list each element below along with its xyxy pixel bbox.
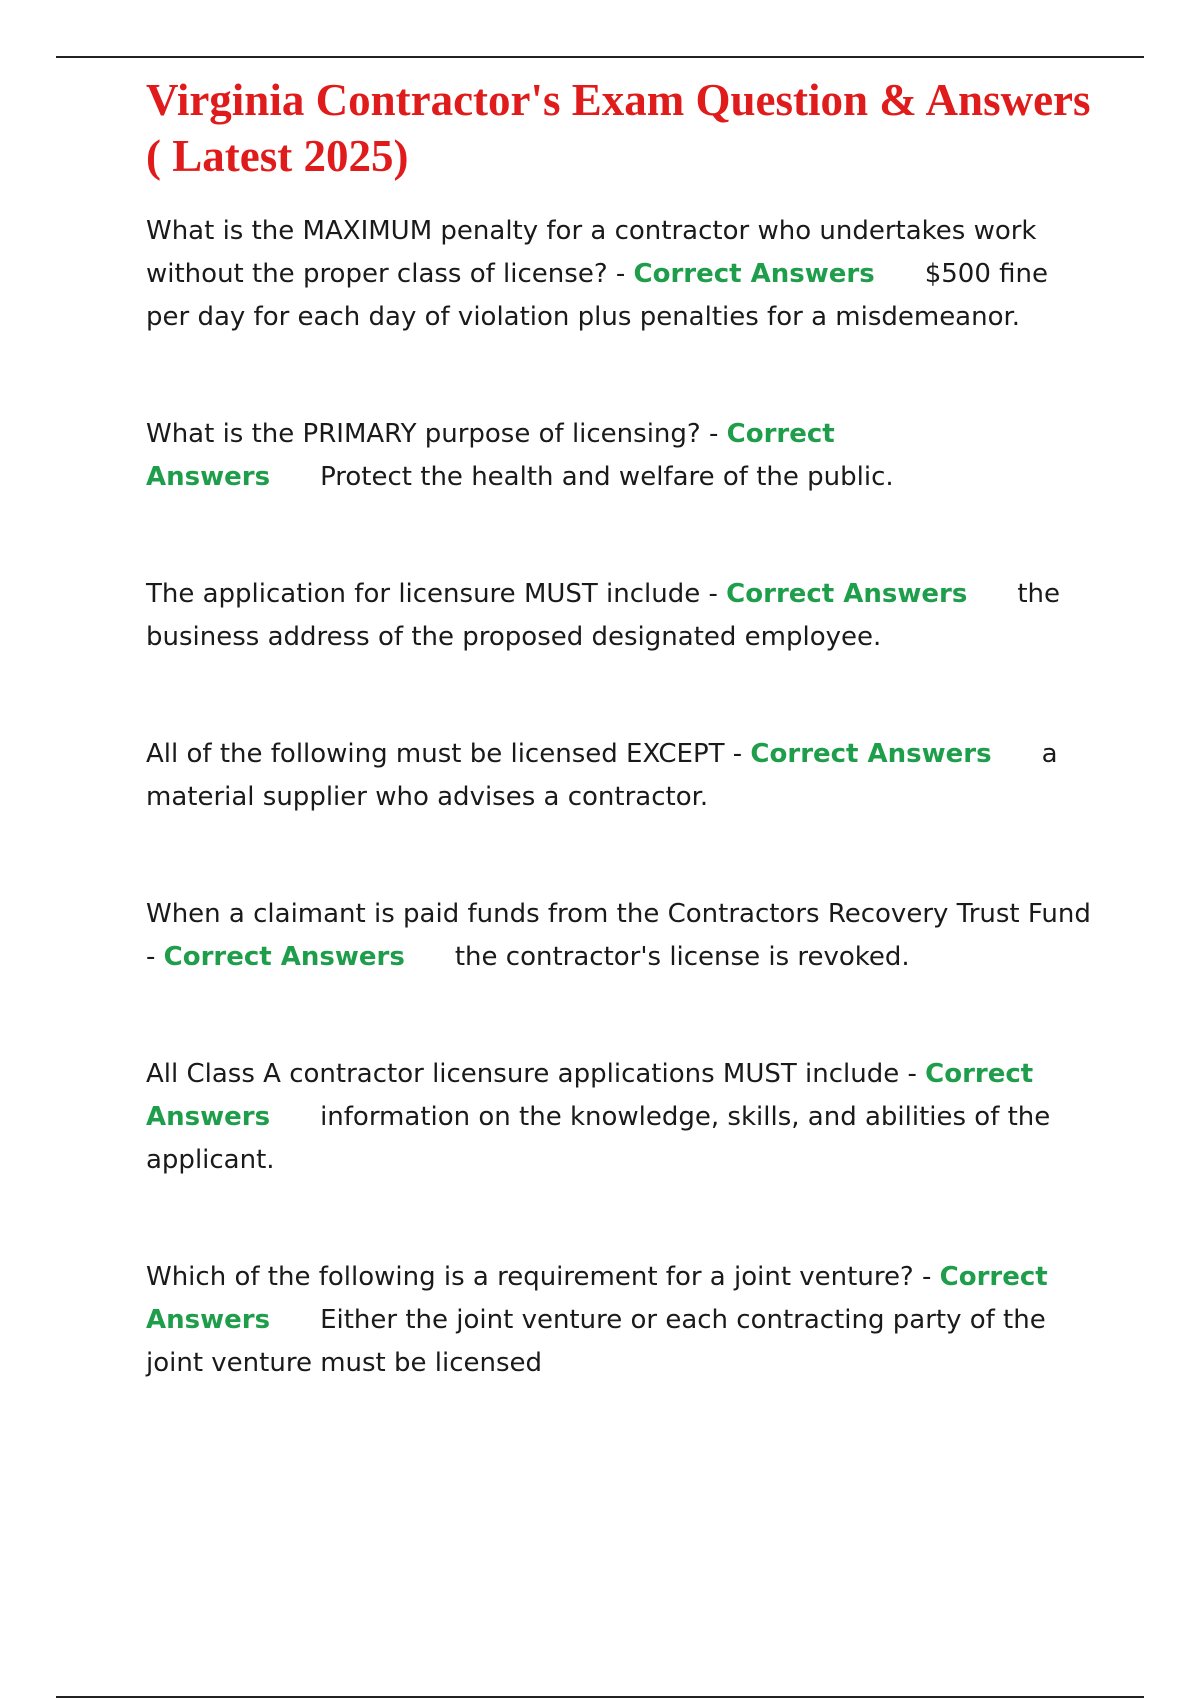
question-text: What is the MAXIMUM penalty for a contractor who undertakes work without the proper class of license? -	[146, 216, 1037, 289]
question-text: Which of the following is a requirement for a joint venture? -	[146, 1262, 940, 1292]
correct-answers-label: Correct Answers	[750, 739, 992, 769]
correct-answers-label: Correct Answers	[163, 942, 405, 972]
answer-text: information on the knowledge, skills, and abilities of the applicant.	[146, 1102, 1051, 1175]
bottom-rule	[56, 1696, 1144, 1698]
answer-text: the business address of the proposed designated employee.	[146, 579, 1061, 652]
qa-item	[146, 1053, 1096, 1182]
qa-item	[146, 733, 1096, 819]
question-text: All of the following must be licensed EXCEPT -	[146, 739, 751, 769]
correct-answers-label: Correct Answers	[146, 419, 835, 492]
question-text: The application for licensure MUST include -	[146, 579, 727, 609]
document-body	[146, 72, 1096, 1385]
document-title: Virginia Contractor's Exam Question & Answers ( Latest 2025)	[146, 75, 1091, 181]
question-text: All Class A contractor licensure applications MUST include -	[146, 1059, 926, 1089]
qa-item	[146, 210, 1096, 339]
correct-answers-label: Correct Answers	[726, 579, 968, 609]
qa-item	[146, 1256, 1096, 1385]
answer-text: Protect the health and welfare of the public.	[320, 462, 894, 492]
question-text: What is the PRIMARY purpose of licensing? -	[146, 419, 727, 449]
qa-item	[146, 893, 1096, 979]
answer-text: the contractor's license is revoked.	[454, 942, 910, 972]
answer-text: $500 fine per day for each day of violation plus penalties for a misdemeanor.	[146, 259, 1049, 332]
question-text: When a claimant is paid funds from the Contractors Recovery Trust Fund -	[146, 899, 1091, 972]
qa-item	[146, 573, 1096, 659]
top-rule	[56, 56, 1144, 58]
correct-answers-label: Correct Answers	[633, 259, 875, 289]
correct-answers-label: Correct Answers	[146, 1059, 1034, 1132]
answer-text: a material supplier who advises a contractor.	[146, 739, 1058, 812]
answer-text: Either the joint venture or each contracting party of the joint venture must be licensed	[146, 1305, 1046, 1378]
correct-answers-label: Correct Answers	[146, 1262, 1048, 1335]
qa-item	[146, 413, 1096, 499]
